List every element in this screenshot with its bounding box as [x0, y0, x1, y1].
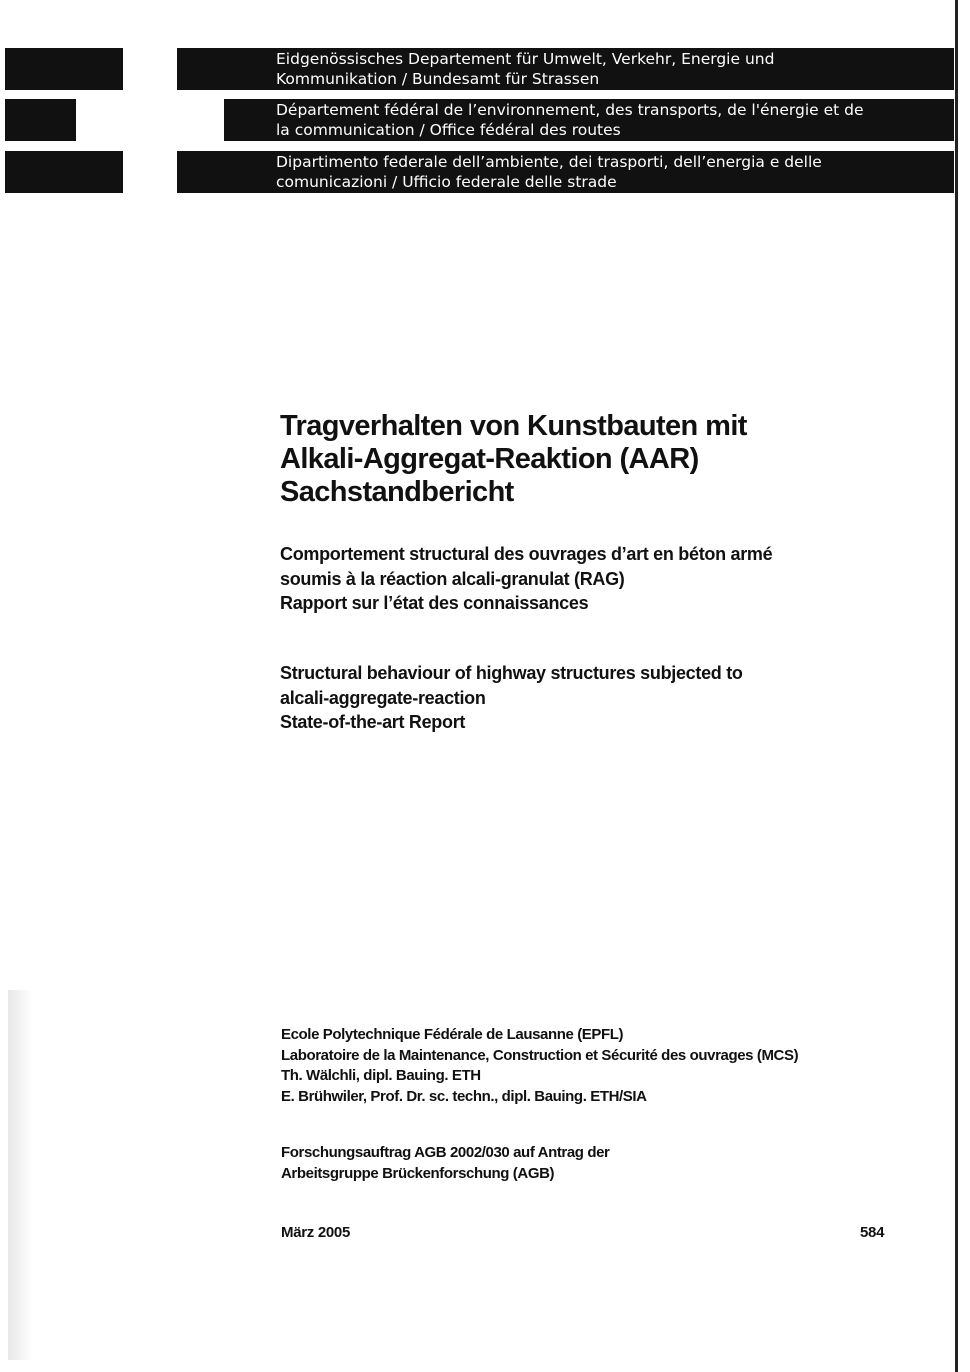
federal-logo-block-top — [5, 48, 123, 90]
subtitle-line: alcali-aggregate-reaction — [280, 687, 486, 708]
author-name: E. Brühwiler, Prof. Dr. sc. techn., dipl. Bauing. ETH/SIA — [281, 1087, 647, 1105]
title-line: Tragverhalten von Kunstbauten mit — [280, 410, 747, 442]
title-line: Alkali-Aggregat-Reaktion (AAR) — [280, 443, 699, 475]
author-name: Th. Wälchli, dipl. Bauing. ETH — [281, 1067, 481, 1084]
department-band-italian — [177, 151, 954, 193]
institution-name: Ecole Polytechnique Fédérale de Lausanne (EPFL) — [281, 1026, 624, 1043]
report-date: März 2005 — [281, 1224, 351, 1241]
federal-logo-block-middle — [5, 99, 76, 141]
subtitle-line: Structural behaviour of highway structures subjected to — [280, 663, 743, 683]
subtitle-line: State-of-the-art Report — [280, 712, 466, 732]
title-line: Sachstandbericht — [280, 476, 514, 508]
department-line: Dipartimento federale dell’ambiente, dei trasporti, dell’energia e delle — [276, 153, 822, 171]
department-band-french — [224, 99, 954, 141]
federal-logo-block-bottom — [5, 151, 123, 193]
research-mandate-line: Arbeitsgruppe Brückenforschung (AGB) — [281, 1164, 555, 1182]
scan-right-edge — [955, 0, 958, 1372]
report-number: 584 — [860, 1224, 885, 1241]
scan-left-edge-shadow — [8, 990, 32, 1360]
report-title-english — [280, 661, 920, 735]
department-line: la communication / Office fédéral des routes — [276, 121, 621, 139]
authors-block — [281, 1025, 921, 1107]
department-line: Département fédéral de l’environnement, des transports, de l'énergie et de — [276, 101, 864, 119]
department-line: Eidgenössisches Departement für Umwelt, Verkehr, Energie und — [276, 50, 775, 68]
department-band-german — [177, 48, 954, 90]
subtitle-line: soumis à la réaction alcali-granulat (RAG) — [280, 568, 625, 589]
subtitle-line: Rapport sur l’état des connaissances — [280, 593, 589, 613]
department-line: comunicazioni / Ufficio federale delle strade — [276, 173, 617, 191]
report-title-german — [280, 410, 920, 509]
research-mandate-block — [281, 1143, 921, 1184]
laboratory-name: Laboratoire de la Maintenance, Construction et Sécurité des ouvrages (MCS) — [281, 1046, 799, 1064]
report-title-french — [280, 542, 920, 616]
research-mandate-line: Forschungsauftrag AGB 2002/030 auf Antrag der — [281, 1144, 610, 1161]
department-line: Kommunikation / Bundesamt für Strassen — [276, 70, 600, 88]
subtitle-line: Comportement structural des ouvrages d’art en béton armé — [280, 544, 773, 564]
